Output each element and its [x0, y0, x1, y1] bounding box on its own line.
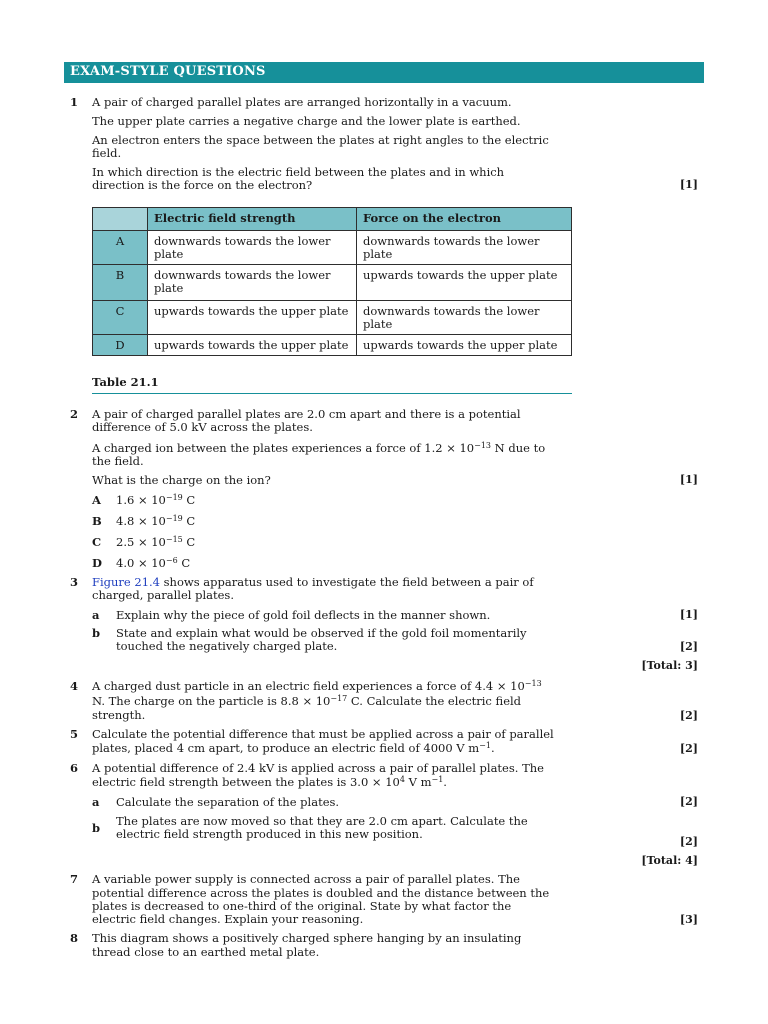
q3b-mark: [2]: [679, 640, 698, 653]
option-letter: C: [92, 535, 102, 549]
q3a-mark: [1]: [679, 608, 698, 621]
table-row: [93, 265, 572, 301]
table-row-letter: A: [93, 231, 148, 265]
table-row-letter: D: [93, 335, 148, 356]
q7-line: plates is decreased to one-third of the original. State by what factor the: [92, 899, 512, 913]
q2-mark: [1]: [679, 473, 698, 486]
q4-line: A charged dust particle in an electric field experiences a force of $4.4 \times 10^{-13}$: [92, 679, 542, 693]
table-row: [93, 231, 572, 265]
option-text: $1.6 \times 10^{-19}$ C: [116, 493, 196, 507]
q2-line: A charged ion between the plates experiences a force of $1.2 \times 10^{-13}$ N due to: [92, 441, 546, 455]
table-cell-field: downwards towards the lower plate: [148, 265, 357, 301]
option-text: $2.5 \times 10^{-15}$ C: [116, 535, 196, 549]
q1-line: The upper plate carries a negative charge and the lower plate is earthed.: [92, 114, 521, 128]
table-cell-field: downwards towards the lower plate: [148, 231, 357, 265]
table-header-field: Electric field strength: [148, 208, 357, 231]
q6b-line: electric field strength produced in this new position.: [116, 827, 423, 841]
question-number-8: 8: [69, 931, 78, 945]
q4-mark: [2]: [679, 709, 698, 722]
table-caption: Table 21.1: [92, 375, 159, 389]
q4-line: strength.: [92, 708, 146, 722]
table-header-force: Force on the electron: [357, 208, 572, 231]
table-cell-force: downwards towards the lower plate: [357, 231, 572, 265]
q1-line: A pair of charged parallel plates are arranged horizontally in a vacuum.: [92, 95, 512, 109]
q5-line: Calculate the potential difference that must be applied across a pair of parallel: [92, 727, 554, 741]
subpart-label: a: [92, 795, 100, 809]
q3b-line: touched the negatively charged plate.: [116, 639, 338, 653]
q6-total: [Total: 4]: [641, 854, 698, 867]
q3b-line: State and explain what would be observed if the gold foil momentarily: [116, 626, 527, 640]
option-letter: B: [92, 514, 102, 528]
table-cell-field: upwards towards the upper plate: [148, 301, 357, 335]
q3-line: Figure 21.4 shows apparatus used to investigate the field between a pair of: [92, 575, 534, 589]
q3-total: [Total: 3]: [641, 659, 698, 672]
section-header: [64, 62, 704, 83]
figure-link[interactable]: Figure 21.4: [92, 575, 160, 589]
table-header-row: [93, 208, 572, 231]
table-row: [93, 301, 572, 335]
subpart-label: b: [92, 821, 101, 835]
q5-mark: [2]: [679, 742, 698, 755]
option-text: $4.8 \times 10^{-19}$ C: [116, 514, 196, 528]
question-number-2: 2: [69, 407, 78, 421]
q1-line: An electron enters the space between the plates at right angles to the electric: [92, 133, 549, 147]
q4-line: N. The charge on the particle is $8.8 \times 10^{-17}$ C. Calculate the electric field: [92, 694, 522, 708]
question-number-5: 5: [69, 727, 78, 741]
q8-line: thread close to an earthed metal plate.: [92, 945, 320, 959]
q3-line: charged, parallel plates.: [92, 588, 234, 602]
q1-line: direction is the force on the electron?: [92, 178, 313, 192]
table-cell-force: upwards towards the upper plate: [357, 335, 572, 356]
option-letter: D: [92, 556, 102, 570]
q2-line: A pair of charged parallel plates are 2.0 cm apart and there is a potential: [92, 407, 521, 421]
table-cell-force: upwards towards the upper plate: [357, 265, 572, 301]
q2-line: What is the charge on the ion?: [92, 473, 271, 487]
table-cell-field: upwards towards the upper plate: [148, 335, 357, 356]
question-number-1: 1: [69, 95, 78, 109]
subpart-label: a: [92, 608, 100, 622]
q7-mark: [3]: [679, 913, 698, 926]
question-number-7: 7: [69, 872, 78, 886]
table-row: [93, 335, 572, 356]
option-text: $4.0 \times 10^{-6}$ C: [116, 556, 191, 570]
table-corner-cell: [93, 208, 148, 231]
q7-line: potential difference across the plates is doubled and the distance between the: [92, 886, 550, 900]
q6b-line: The plates are now moved so that they are 2.0 cm apart. Calculate the: [116, 814, 528, 828]
q2-line: difference of 5.0 kV across the plates.: [92, 420, 313, 434]
subpart-label: b: [92, 626, 101, 640]
table-row-letter: B: [93, 265, 148, 301]
q6-line: electric field strength between the plates is $3.0 \times 10^4$ V $m^{-1}$.: [92, 775, 447, 789]
q6a-text: Calculate the separation of the plates.: [116, 795, 340, 809]
answer-table: [92, 207, 572, 356]
table-row-letter: C: [93, 301, 148, 335]
table-cell-force: downwards towards the lower plate: [357, 301, 572, 335]
q6a-mark: [2]: [679, 795, 698, 808]
question-number-3: 3: [69, 575, 78, 589]
q3a-text: Explain why the piece of gold foil deflects in the manner shown.: [116, 608, 491, 622]
table-caption-rule: [92, 393, 572, 394]
question-number-6: 6: [69, 761, 78, 775]
q6b-mark: [2]: [679, 835, 698, 848]
q1-line: In which direction is the electric field between the plates and in which: [92, 165, 505, 179]
q1-mark: [1]: [679, 178, 698, 191]
section-title: EXAM-STYLE QUESTIONS: [70, 64, 266, 79]
q1-line: field.: [92, 146, 122, 160]
q2-line: the field.: [92, 454, 144, 468]
question-number-4: 4: [69, 679, 78, 693]
q8-line: This diagram shows a positively charged sphere hanging by an insulating: [92, 931, 522, 945]
q5-line: plates, placed 4 cm apart, to produce an electric field of 4000 V $m^{-1}$.: [92, 741, 495, 755]
q7-line: A variable power supply is connected across a pair of parallel plates. The: [92, 872, 520, 886]
q7-line: electric field changes. Explain your reasoning.: [92, 912, 364, 926]
option-letter: A: [92, 493, 101, 507]
q6-line: A potential difference of 2.4 kV is applied across a pair of parallel plates. The: [92, 761, 544, 775]
